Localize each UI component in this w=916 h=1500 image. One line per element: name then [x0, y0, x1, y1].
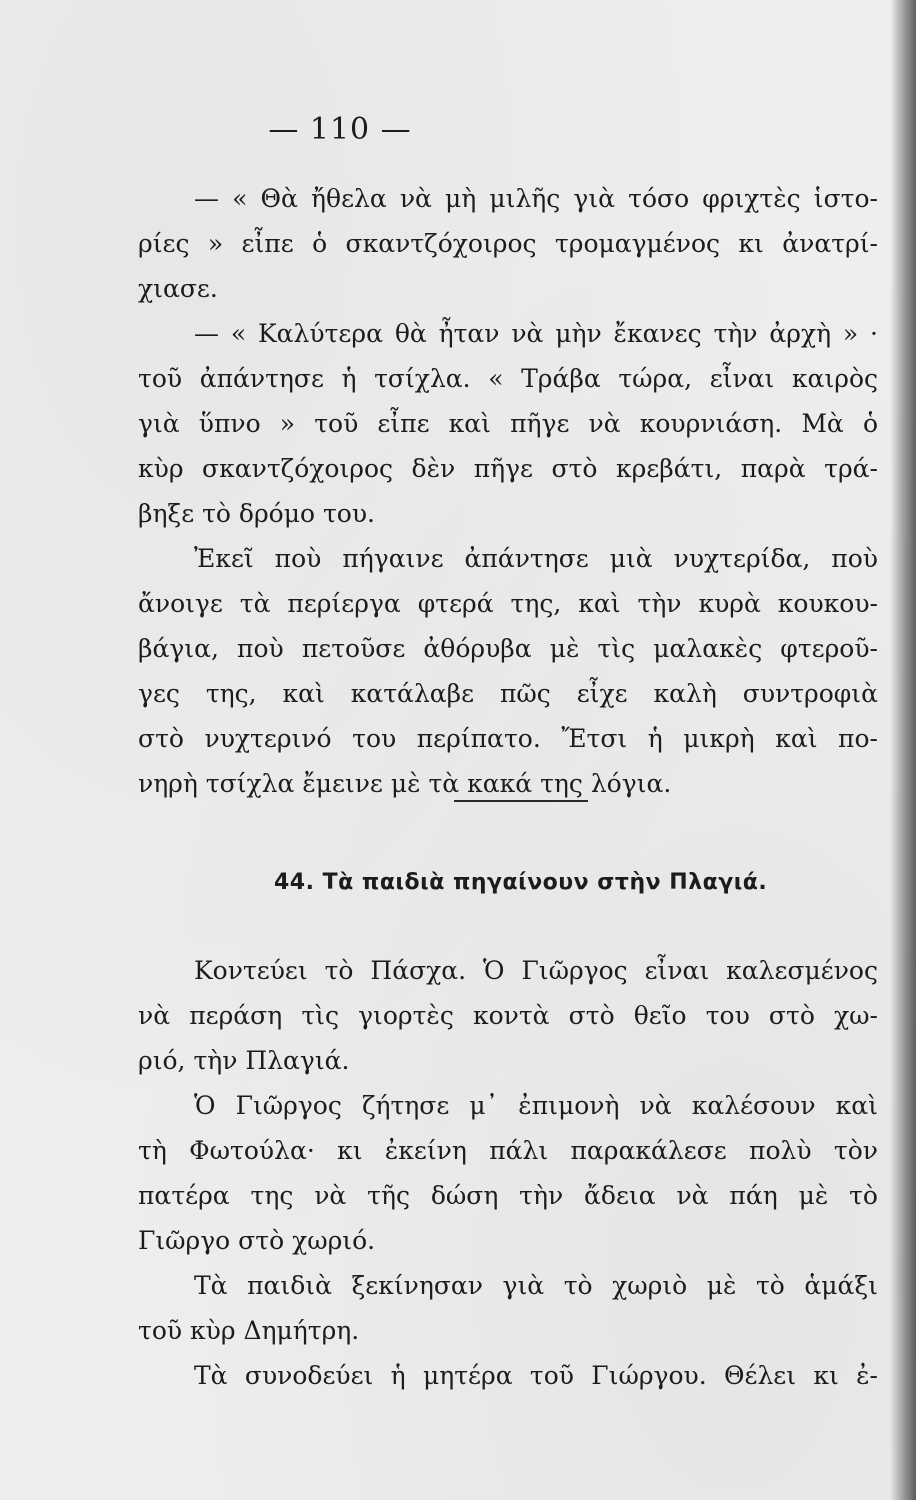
text-line: Τὰ παιδιὰ ξεκίνησαν γιὰ τὸ χωριὸ μὲ τὸ ἁμάξι [194, 1271, 878, 1300]
text-line: τοῦ κὺρ Δημήτρη. [138, 1316, 360, 1345]
text-line: στὸ νυχτερινό του περίπατο. Ἔτσι ἡ μικρὴ καὶ πο- [138, 724, 878, 753]
text-line: πατέρα της νὰ τῆς δώση τὴν ἄδεια νὰ πάη μὲ τὸ [138, 1181, 878, 1210]
page-edge-shadow [890, 0, 916, 1500]
chapter-passage [138, 948, 878, 1398]
text-line: βάγια, ποὺ πετοῦσε ἀθόρυβα μὲ τὶς μαλακὲς φτεροῦ- [138, 634, 878, 663]
text-line: νηρὴ τσίχλα ἔμεινε μὲ τὰ κακά της λόγια. [138, 769, 672, 798]
text-line: ἄνοιγε τὰ περίεργα φτερά της, καὶ τὴν κυρὰ κουκου- [138, 589, 878, 618]
text-line: γες της, καὶ κατάλαβε πῶς εἶχε καλὴ συντροφιὰ [138, 679, 878, 708]
text-line: Τὰ συνοδεύει ἡ μητέρα τοῦ Γιώργου. Θέλει κι ἐ- [194, 1361, 878, 1390]
text-line: — « Θὰ ἤθελα νὰ μὴ μιλῆς γιὰ τόσο φριχτὲς ἱστο- [194, 184, 878, 213]
text-line: νὰ περάση τὶς γιορτὲς κοντὰ στὸ θεῖο του στὸ χω- [138, 1001, 878, 1030]
text-line: βηξε τὸ δρόμο του. [138, 499, 375, 528]
chapter-heading: 44. Τὰ παιδιὰ πηγαίνουν στὴν Πλαγιά. [274, 870, 768, 895]
text-line: τοῦ ἀπάντησε ἡ τσίχλα. « Τράβα τώρα, εἶναι καιρὸς [138, 364, 878, 393]
text-line: Κοντεύει τὸ Πάσχα. Ὁ Γιῶργος εἶναι καλεσμένος [194, 956, 878, 985]
text-line: ριό, τὴν Πλαγιά. [138, 1046, 350, 1075]
text-line: Ἐκεῖ ποὺ πήγαινε ἀπάντησε μιὰ νυχτερίδα, ποὺ [194, 544, 878, 573]
text-line: κὺρ σκαντζόχοιρος δὲν πῆγε στὸ κρεβάτι, παρὰ τρά- [138, 454, 878, 483]
text-line: γιὰ ὕπνο » τοῦ εἶπε καὶ πῆγε νὰ κουρνιάση. Μὰ ὁ [138, 409, 878, 438]
text-line: — « Καλύτερα θὰ ἦταν νὰ μὴν ἔκανες τὴν ἀρχὴ » · [194, 319, 878, 348]
text-line: Γιῶργο στὸ χωριό. [138, 1226, 376, 1255]
page-number: — 110 — [268, 112, 412, 147]
story-passage [138, 176, 878, 806]
section-divider [454, 800, 588, 802]
text-line: Ὁ Γιῶργος ζήτησε μ᾽ ἐπιμονὴ νὰ καλέσουν καὶ [194, 1091, 878, 1120]
text-line: τὴ Φωτούλα· κι ἐκείνη πάλι παρακάλεσε πολὺ τὸν [138, 1136, 878, 1165]
text-line: χιασε. [138, 274, 218, 303]
text-line: ρίες » εἶπε ὁ σκαντζόχοιρος τρομαγμένος κι ἀνατρί- [138, 229, 878, 258]
